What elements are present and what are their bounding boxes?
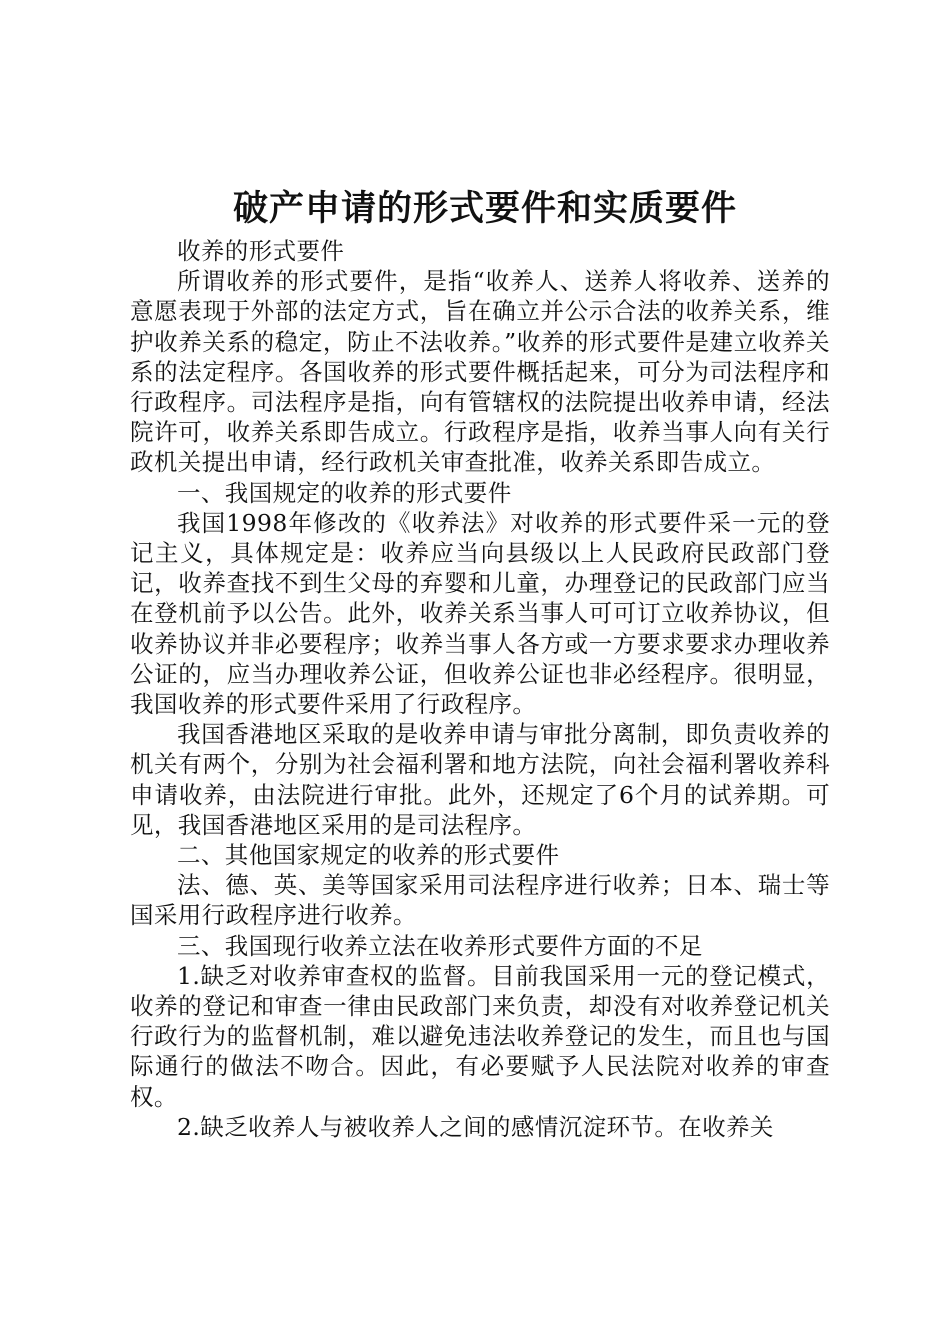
section-heading: 收养的形式要件 [177, 237, 345, 265]
body-paragraph: 2.缺乏收养人与被收养人之间的感情沉淀环节。在收养关 [177, 1112, 774, 1141]
body-paragraph: 法、德、英、美等国家采用司法程序进行收养；日本、瑞士等国采用行政程序进行收养。 [130, 871, 830, 930]
section-heading: 一、我国规定的收养的形式要件 [177, 478, 512, 507]
body-paragraph: 我国1998年修改的《收养法》对收养的形式要件采一元的登记主义，具体规定是：收养应当向县级以上人民政府民政部门登记，收养查找不到生父母的弃婴和儿童，办理登记的民政部门应当在登机前予以公告。此外，收养关系当事人可可订立收养协议，但收养协议并非必要程序；收养当事人各方或一方要求要求办理收养公证的，应当办理收养公证，但收养公证也非必经程序。很明显，我国收养的形式要件采用了行政程序。 [130, 508, 830, 719]
body-paragraph: 1.缺乏对收养审查权的监督。目前我国采用一元的登记模式，收养的登记和审查一律由民政部门来负责，却没有对收养登记机关行政行为的监督机制，难以避免违法收养登记的发生，而且也与国际通行的做法不吻合。因此，有必要赋予人民法院对收养的审查权。 [130, 961, 830, 1111]
section-heading: 二、其他国家规定的收养的形式要件 [177, 841, 560, 870]
section-heading: 三、我国现行收养立法在收养形式要件方面的不足 [177, 931, 703, 960]
document-title: 破产申请的形式要件和实质要件 [232, 188, 737, 229]
document-body [130, 236, 830, 1142]
body-paragraph: 所谓收养的形式要件，是指“收养人、送养人将收养、送养的意愿表现于外部的法定方式，旨在确立并公示合法的收养关系，维护收养关系的稳定，防止不法收养。”收养的形式要件是建立收养关系的法定程序。各国收养的形式要件概括起来，可分为司法程序和行政程序。司法程序是指，向有管辖权的法院提出收养申请，经法院许可，收养关系即告成立。行政程序是指，收养当事人向有关行政机关提出申请，经行政机关审查批准，收养关系即告成立。 [130, 267, 830, 477]
body-paragraph: 我国香港地区采取的是收养申请与审批分离制，即负责收养的机关有两个，分别为社会福利署和地方法院，向社会福利署收养科申请收养，由法院进行审批。此外，还规定了6个月的试养期。可见，我国香港地区采用的是司法程序。 [130, 720, 830, 839]
